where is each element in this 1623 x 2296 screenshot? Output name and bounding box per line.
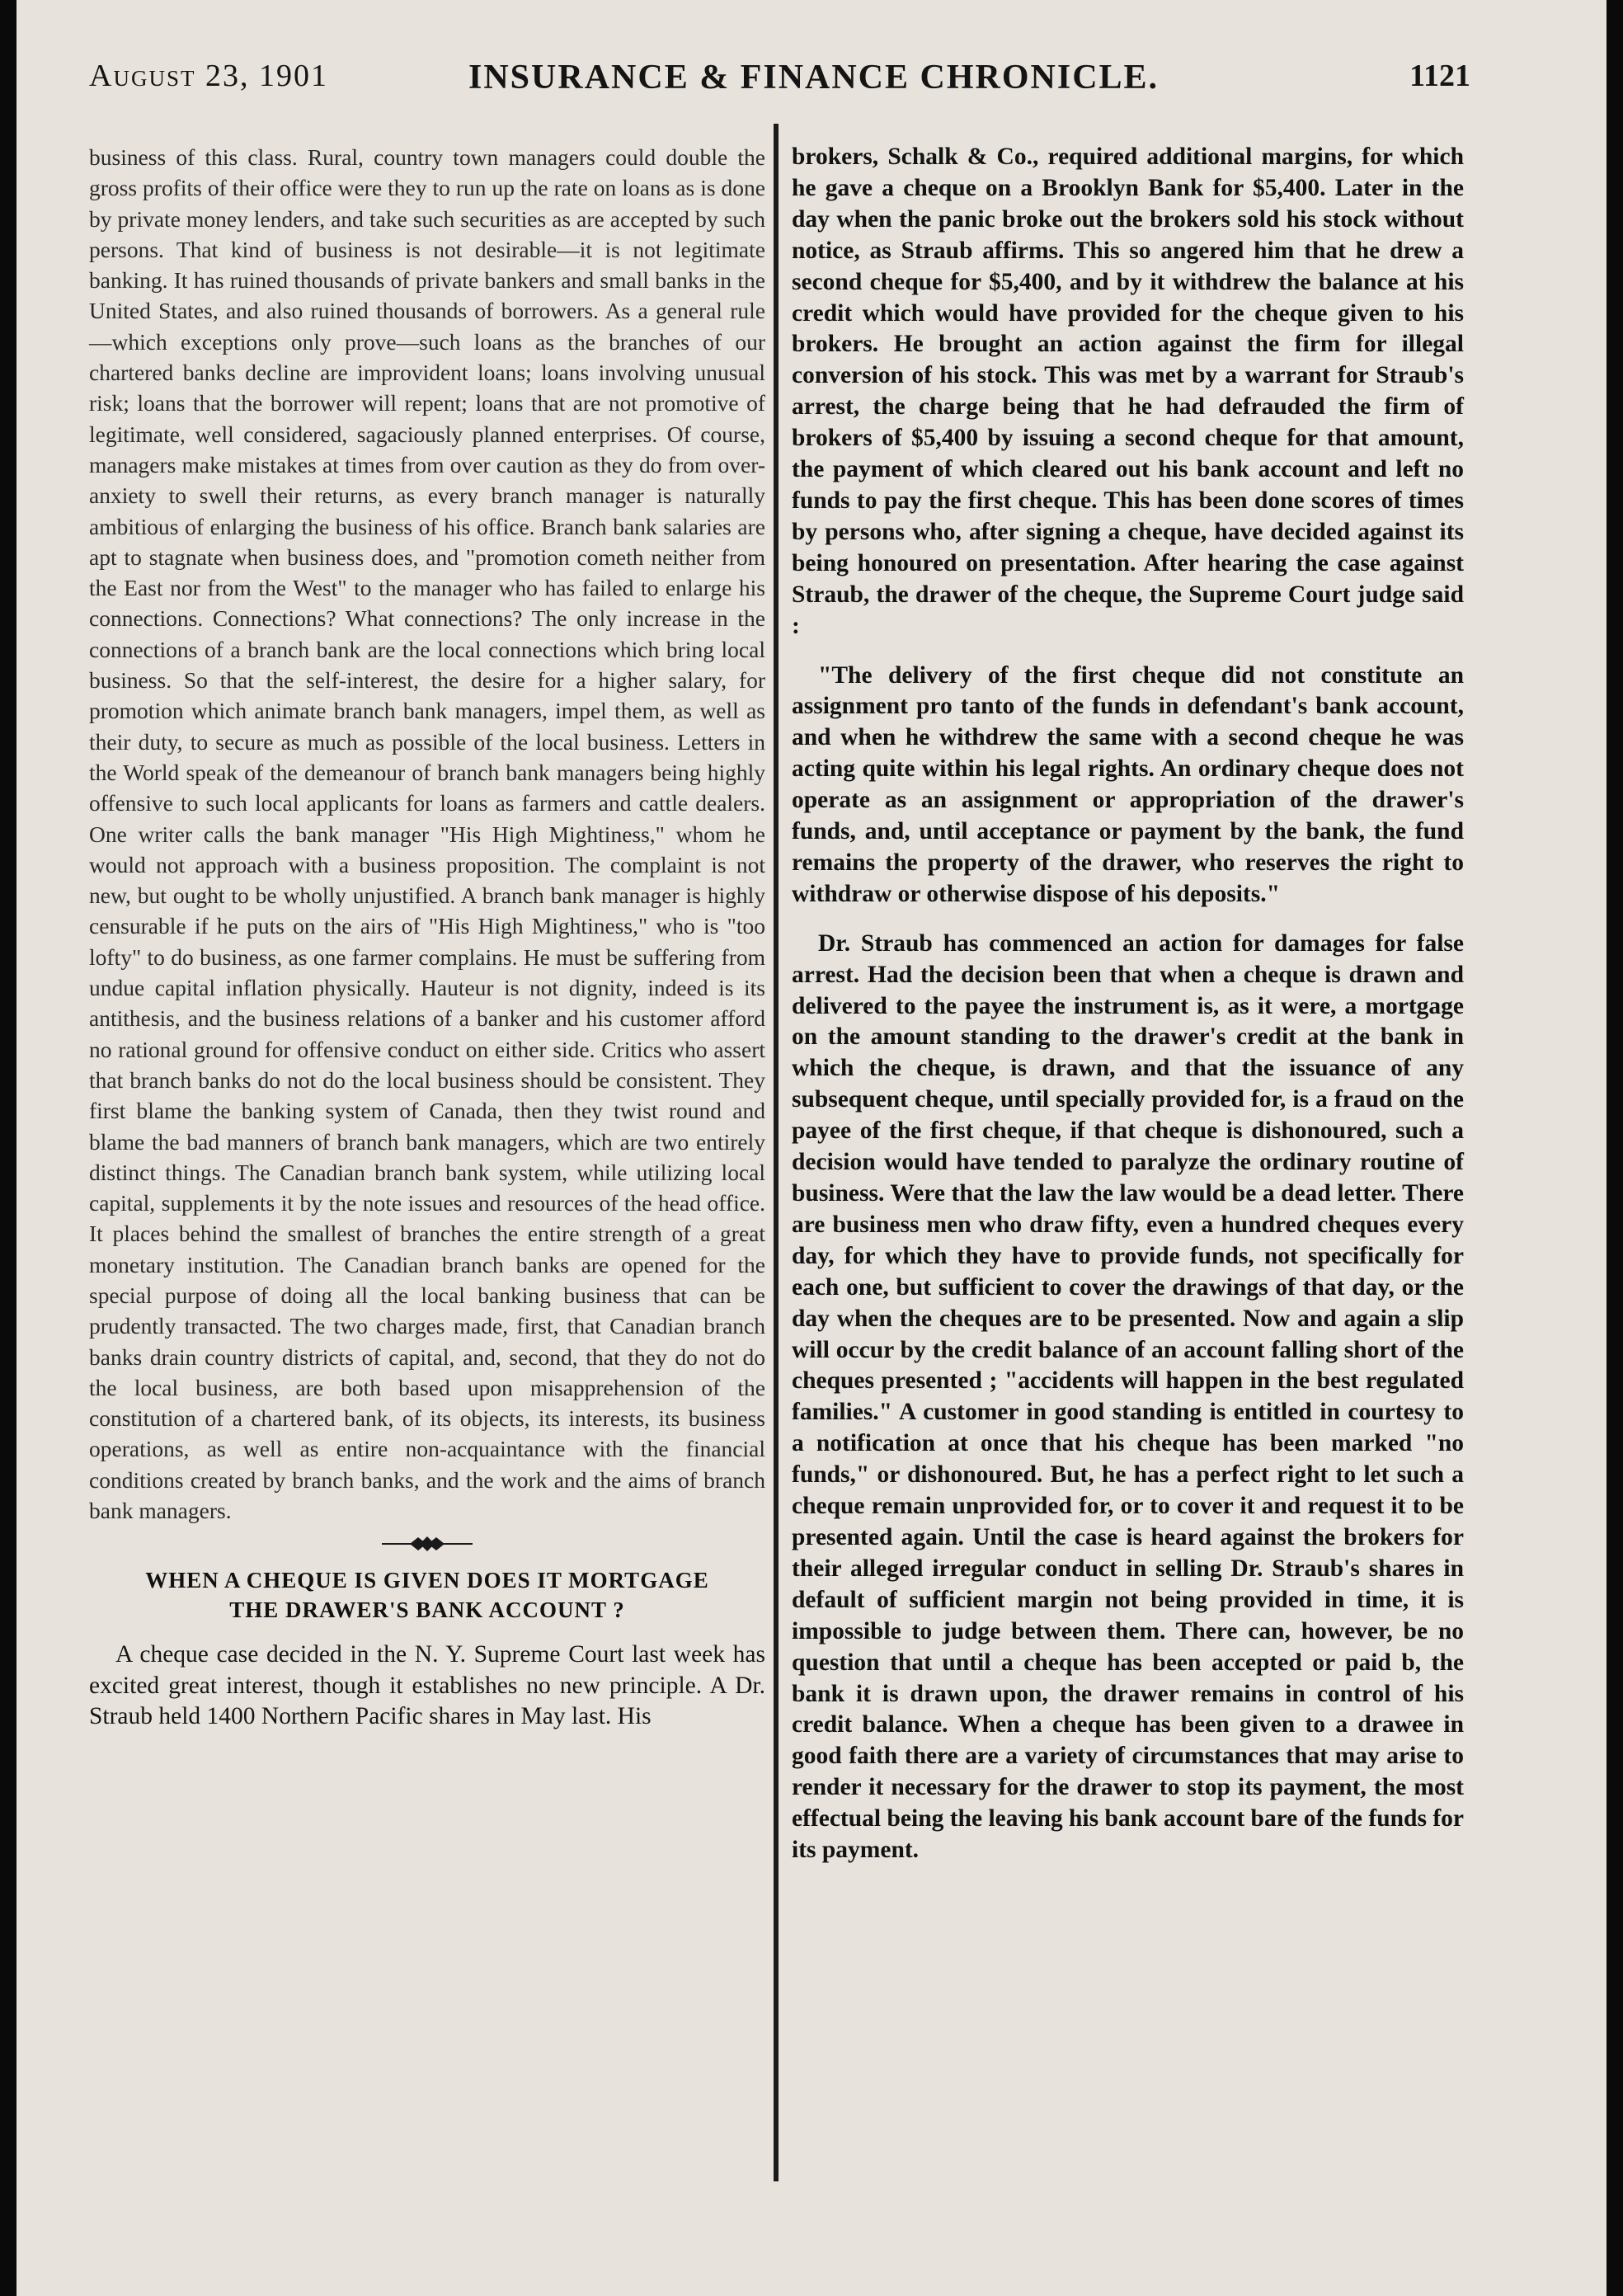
running-head (89, 58, 1470, 107)
section-ornament (89, 1534, 765, 1554)
article-heading-line-1: WHEN A CHEQUE IS GIVEN DOES IT MORTGAGE (145, 1568, 709, 1593)
column-rule (774, 124, 779, 2181)
left-column-text (89, 142, 765, 1526)
left-column (89, 142, 765, 1733)
article-heading (89, 1565, 765, 1625)
right-column-text (792, 142, 1464, 1866)
straub-case-paragraph: brokers, Schalk & Co., required additional margins, for which he gave a cheque on a Brooklyn Bank for $5,400. Later in the day when the panic broke out the brokers sold his stock without notice, as Straub affirms. This so angered him that he drew a second cheque for $5,400, and by it withdrew the balance at his credit which would have provided for the cheque given to his brokers. He brought an action against the firm for illegal conversion of his stock. This was met by a warrant for Straub's arrest, the charge being that he had defrauded the firm of brokers of $5,400 by issuing a second cheque for that amount, the payment of which cleared out his bank account and left no funds to pay the first cheque. This has been done scores of times by persons who, after signing a cheque, have decided against its being honoured on presentation. After hearing the case against Straub, the drawer of the cheque, the Supreme Court judge said : (792, 144, 1464, 639)
right-column (792, 142, 1464, 1866)
damages-paragraph: Dr. Straub has commenced an action for damages for false arrest. Had the decision been that when a cheque is drawn and delivered to the payee the instrument is, as it were, a mortgage on the amount standing to the drawer's credit at the bank in which the cheque, is drawn, and that the issuance of any subsequent cheque, until specially provided for, is a fraud on the payee of the first cheque, if that cheque is dishonoured, such a decision would have tended to paralyze the ordinary routine of business. Were that the law the law would be a dead letter. There are business men who draw fifty, even a hundred cheques every day, for which they have to provide funds, not specifically for each one, but sufficient to cover the drawings of that day, or the day when the cheques are to be presented. Now and again a slip will occur by the credit balance of an account falling short of the cheques presented ; "accidents will happen in the best regulated families." A customer in good standing is entitled in courtesy to a notification at once that his cheque has been marked "no funds," or dishonoured. But, he has a perfect right to let such a cheque remain unprovided for, or to cover it and request it to be presented again. Until the case is heard against the brokers for their alleged irregular conduct in selling Dr. Straub's shares in default of sufficient margin not being provided in time, it is impossible to judge between them. There can, however, be no question that until a cheque has been accepted or paid b, the bank it is drawn upon, the drawer remains in control of his credit balance. When a cheque has been given to a drawee in good faith there are a variety of circumstances that may arise to render it necessary for the drawer to stop its payment, the most effectual being the leaving his bank account bare of the funds for its payment. (792, 929, 1464, 1864)
issue-date: August 23, 1901 (89, 59, 328, 93)
newspaper-page (16, 0, 1607, 2296)
article-heading-line-2: THE DRAWER'S BANK ACCOUNT ? (229, 1597, 625, 1623)
page-number: 1121 (1409, 59, 1470, 93)
branch-bank-paragraph: business of this class. Rural, country town managers could double the gross profits of their office were they to run up the rate on loans as is done by private money lenders, and take such securities as are accepted by such persons. That kind of business is not desirable—it is not legitimate banking. It has ruined thousands of private bankers and small banks in the United States, and also ruined thousands of borrowers. As a general rule—which exceptions only prove—such loans as the branches of our chartered banks decline are improvident loans; loans involving unusual risk; loans that the borrower will repent; loans that are not promotive of legitimate, well considered, sagaciously planned enterprises. Of course, managers make mistakes at times from over caution as they do from over-anxiety to swell their returns, as every branch manager is naturally ambitious of enlarging the business of his office. Branch bank salaries are apt to stagnate when business does, and "promotion cometh neither from the East nor from the West" to the manager who has failed to enlarge his connections. Connections? What connections? The only increase in the connections of a branch bank are the local connections which bring local business. So that the self-interest, the desire for a higher salary, for promotion which animate branch bank managers, impel them, as well as their duty, to secure as much as possible of the local business. Letters in the World speak of the demeanour of branch bank managers being highly offensive to such local applicants for loans as farmers and cattle dealers. One writer calls the bank manager "His High Mightiness," whom he would not approach with a business proposition. The complaint is not new, but ought to be wholly unjustified. A branch bank manager is highly censurable if he puts on the airs of "His High Mightiness," who is "too lofty" to do business, as one farmer complains. He must be suffering from undue capital inflation physically. Hauteur is not dignity, indeed is its antithesis, and the business relations of a banker and his customer afford no rational ground for offensive conduct on either side. Critics who assert that branch banks do not do the local business should be consistent. They first blame the banking system of Canada, then they twist round and blame the bad manners of branch bank managers, which are two entirely distinct things. The Canadian branch bank system, while utilizing local capital, supplements it by the note issues and resources of the head office. It places behind the smallest of branches the entire strength of a great monetary institution. The Canadian branch banks are opened for the special purpose of doing all the local banking business that can be prudently transacted. The two charges made, first, that Canadian branch banks drain country districts of capital, and, second, that they do not do the local business, are both based upon misapprehension of the constitution of a chartered bank, of its objects, its interests, its business operations, as well as entire non-acquaintance with the financial conditions created by branch banks, and the work and the aims of branch bank managers. (89, 144, 765, 1524)
article-lead-paragraph: A cheque case decided in the N. Y. Supreme Court last week has excited great interest, though it establishes no new principle. A Dr. Straub held 1400 Northern Pacific shares in May last. His (89, 1641, 765, 1730)
ornament-icon (382, 1534, 473, 1554)
article-lead (89, 1640, 765, 1733)
judge-quote: "The delivery of the first cheque did not constitute an assignment pro tanto of the funds in defendant's bank account, and when he withdrew the same with a second cheque he was acting quite within his legal rights. An ordinary cheque does not operate as an assignment or appropriation of the drawer's funds, and, until acceptance or payment by the bank, the fund remains the property of the drawer, who reserves the right to withdraw or otherwise dispose of his deposits." (792, 661, 1464, 907)
publication-title: INSURANCE & FINANCE CHRONICLE. (468, 59, 1160, 96)
